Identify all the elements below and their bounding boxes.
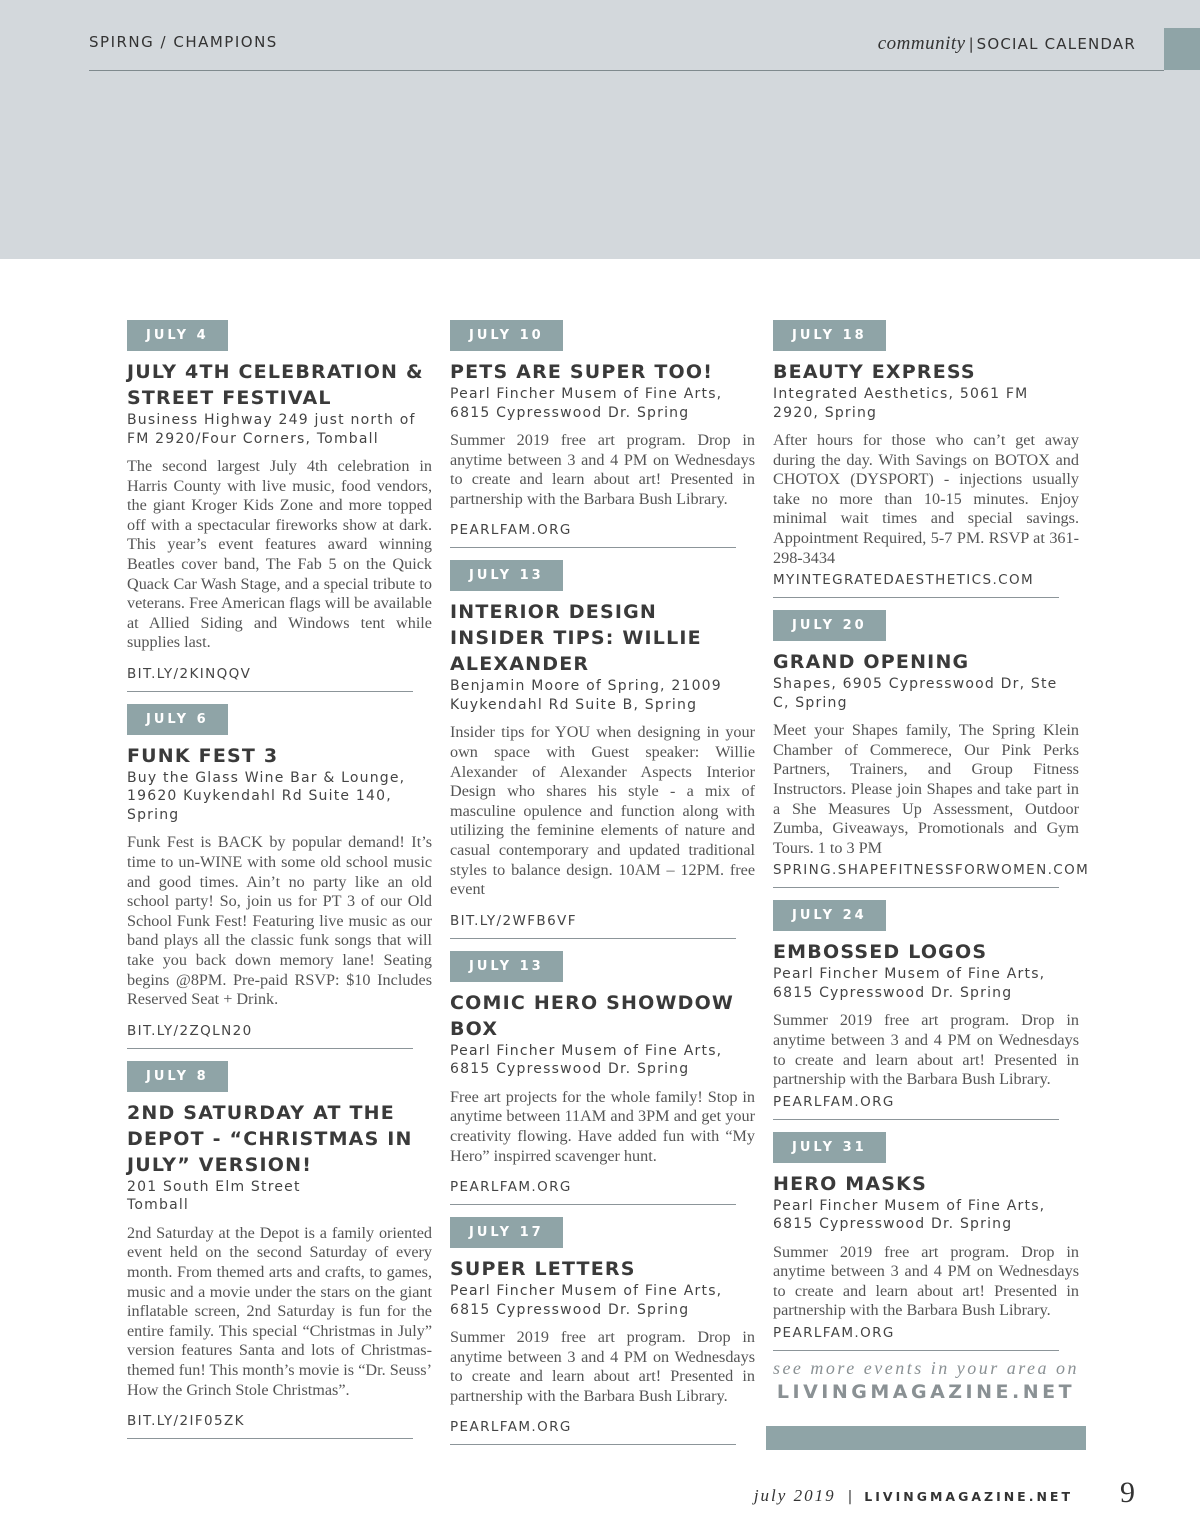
event-description: Meet your Shapes family, The Spring Klein Chamber of Commerece, Our Pink Perks Partners, Trainers, and Group Fitness Instructors. Please join Shapes and take part in a She Measures Up Assessment, Outdoor Zumba, Giveaways, Promotionals and Gym Tours. 1 to 3 PM	[773, 721, 1079, 857]
event-title: GRAND OPENING	[773, 651, 970, 674]
event-july-31	[773, 1132, 1079, 1351]
category-header	[878, 33, 1136, 55]
event-title: FUNK FEST 3	[127, 744, 279, 767]
event-title: INTERIOR DESIGN INSIDER TIPS: WILLIE ALEXANDER	[450, 601, 702, 676]
footer-site[interactable]: LIVINGMAGAZINE.NET	[864, 1489, 1073, 1504]
event-title: 2ND SATURDAY AT THE DEPOT - “CHRISTMAS IN JULY” VERSION!	[127, 1101, 413, 1176]
event-july-24	[773, 900, 1079, 1119]
footer-issue: july 2019	[753, 1486, 836, 1505]
event-date-badge: JULY 20	[773, 610, 886, 641]
header-separator: |	[968, 35, 974, 53]
event-description: The second largest July 4th celebration in Harris County with live music, food vendors, the giant Kroger Kids Zone and more topped off with a spectacular fireworks show at dark. This year’s event features award winning Beatles cover band, The Fab 5 on the Quick Quack Car Wash Stage, and a special tribute to veterans. Free American flags will be available at Allied Siding and Windows tent while supplies last.	[127, 457, 432, 652]
event-address: Pearl Fincher Musem of Fine Arts, 6815 Cypresswood Dr. Spring	[450, 1042, 723, 1078]
event-address: Buy the Glass Wine Bar & Lounge, 19620 Kuykendahl Rd Suite 140, Spring	[127, 769, 406, 823]
event-date-badge: JULY 13	[450, 951, 563, 982]
event-description: Summer 2019 free art program. Drop in anytime between 3 and 4 PM on Wednesdays to create and learn about art! Presented in partnership with the Barbara Bush Library.	[450, 1328, 755, 1405]
event-date-badge: JULY 10	[450, 320, 563, 351]
event-title: JULY 4TH CELEBRATION & STREET FESTIVAL	[127, 361, 424, 409]
event-july-13-interior	[450, 560, 755, 938]
event-description: After hours for those who can’t get away during the day. With Savings on BOTOX and CHOTOX (DYSPORT) - injections usually take no more than 10-15 minutes. Enjoy minimal wait times and special savings. Appointment Required, 5-7 PM. RSVP at 361-298-3434	[773, 431, 1079, 567]
event-date-badge: JULY 17	[450, 1217, 563, 1248]
event-title: PETS ARE SUPER TOO!	[450, 361, 714, 383]
footer-separator: |	[847, 1489, 853, 1505]
event-description: Free art projects for the whole family! Stop in anytime between 11AM and 3PM and get your creativity flowing. Have added fun with “My Hero” inspirred scavenger hunt.	[450, 1087, 755, 1165]
event-link[interactable]: BIT.LY/2KINQQV	[127, 666, 413, 692]
event-july-4	[127, 320, 432, 692]
event-link[interactable]: BIT.LY/2WFB6VF	[450, 913, 736, 939]
event-date-badge: JULY 4	[127, 320, 228, 351]
section-label: SPIRNG / CHAMPIONS	[89, 33, 278, 51]
event-description: 2nd Saturday at the Depot is a family oriented event held on the second Saturday of every month. From themed arts and crafts, to games, music and a movie under the stars on the giant inflatable screen, 2nd Saturday is fun for the entire family. This special “Christmas in July” version features Santa and lots of Christmas-themed fun! This month’s movie is “Dr. Seuss’ How the Grinch Stole Christmas”.	[127, 1223, 432, 1399]
event-title: HERO MASKS	[773, 1172, 927, 1195]
event-address: Pearl Fincher Musem of Fine Arts, 6815 Cypresswood Dr. Spring	[773, 966, 1046, 1001]
event-link[interactable]: MYINTEGRATEDAESTHETICS.COM	[773, 572, 1059, 598]
see-more-promo	[766, 1358, 1086, 1403]
event-address: Business Highway 249 just north of FM 2920/Four Corners, Tomball	[127, 412, 416, 447]
event-description: Summer 2019 free art program. Drop in anytime between 3 and 4 PM on Wednesdays to create and learn about art! Presented in partnership with the Barbara Bush Library.	[450, 431, 755, 508]
category-script: community	[877, 33, 966, 54]
event-title: BEAUTY EXPRESS	[773, 361, 976, 383]
event-link[interactable]: BIT.LY/2IF05ZK	[127, 1413, 413, 1439]
event-date-badge: JULY 13	[450, 560, 563, 591]
event-description: Summer 2019 free art program. Drop in anytime between 3 and 4 PM on Wednesdays to create and learn about art! Presented in partnership with the Barbara Bush Library.	[773, 1242, 1079, 1320]
event-link[interactable]: SPRING.SHAPEFITNESSFORWOMEN.COM	[773, 862, 1059, 888]
event-link[interactable]: PEARLFAM.ORG	[773, 1325, 1059, 1351]
page-number: 9	[1120, 1476, 1135, 1509]
category-title: SOCIAL CALENDAR	[976, 35, 1136, 53]
header-rule	[89, 70, 1164, 71]
event-date-badge: JULY 31	[773, 1132, 886, 1163]
see-more-text: see more events in your area on	[772, 1358, 1080, 1378]
event-link[interactable]: PEARLFAM.ORG	[773, 1094, 1059, 1120]
event-july-17	[450, 1217, 755, 1445]
event-july-6	[127, 704, 432, 1049]
event-title: COMIC HERO SHOWDOW BOX	[450, 991, 735, 1040]
event-address: Benjamin Moore of Spring, 21009 Kuykendahl Rd Suite B, Spring	[450, 678, 722, 713]
event-date-badge: JULY 18	[773, 320, 886, 351]
calendar-column-1	[127, 320, 432, 1451]
event-july-8	[127, 1061, 432, 1439]
promo-accent-bar	[766, 1426, 1086, 1450]
event-description: Summer 2019 free art program. Drop in anytime between 3 and 4 PM on Wednesdays to create and learn about art! Presented in partnership with the Barbara Bush Library.	[773, 1011, 1079, 1089]
header-tab	[1164, 28, 1200, 70]
see-more-site-link[interactable]: LIVINGMAGAZINE.NET	[776, 1381, 1076, 1403]
event-date-badge: JULY 8	[127, 1061, 228, 1092]
event-link[interactable]: BIT.LY/2ZQLN20	[127, 1023, 413, 1049]
page-footer	[754, 1486, 1073, 1506]
event-address: Integrated Aesthetics, 5061 FM 2920, Spring	[773, 386, 1029, 421]
event-july-13-comic	[450, 951, 755, 1205]
event-description: Insider tips for YOU when designing in your own space with Guest speaker: Willie Alexander of Alexander Aspects Interior Design who shares his style - a mix of masculine opulence and function along with utilizing the feminine elements of nature and casual contemporary and updated traditional styles to balance design. 10AM – 12PM. free event	[450, 723, 755, 899]
event-date-badge: JULY 24	[773, 900, 886, 931]
event-title: SUPER LETTERS	[450, 1258, 636, 1281]
calendar-column-3	[773, 320, 1090, 1363]
event-address: Pearl Fincher Musem of Fine Arts, 6815 Cypresswood Dr. Spring	[773, 1197, 1046, 1233]
event-link[interactable]: PEARLFAM.ORG	[450, 522, 736, 548]
event-link[interactable]: PEARLFAM.ORG	[450, 1179, 736, 1205]
event-title: EMBOSSED LOGOS	[773, 941, 988, 964]
event-address: Pearl Fincher Musem of Fine Arts, 6815 Cypresswood Dr. Spring	[450, 386, 723, 421]
event-description: Funk Fest is BACK by popular demand! It’s time to un-WINE with some old school music and good times. Ain’t no party like an old school party! So, join us for PT 3 of our Old School Funk Fest! Featuring live music as our band plays all the classic funk songs that will take you back down memory lane! Seating begins @8PM. Pre-paid RSVP: $10 Includes Reserved Seat + Drink.	[127, 833, 432, 1009]
event-address: Shapes, 6905 Cypresswood Dr, Ste C, Spring	[773, 676, 1058, 711]
event-address: 201 South Elm Street Tomball	[127, 1178, 301, 1214]
event-july-18	[773, 320, 1079, 598]
event-link[interactable]: PEARLFAM.ORG	[450, 1419, 736, 1445]
event-july-20	[773, 610, 1090, 888]
event-address: Pearl Fincher Musem of Fine Arts, 6815 Cypresswood Dr. Spring	[450, 1283, 723, 1318]
event-july-10	[450, 320, 755, 548]
event-date-badge: JULY 6	[127, 704, 228, 735]
calendar-column-2	[450, 320, 755, 1457]
